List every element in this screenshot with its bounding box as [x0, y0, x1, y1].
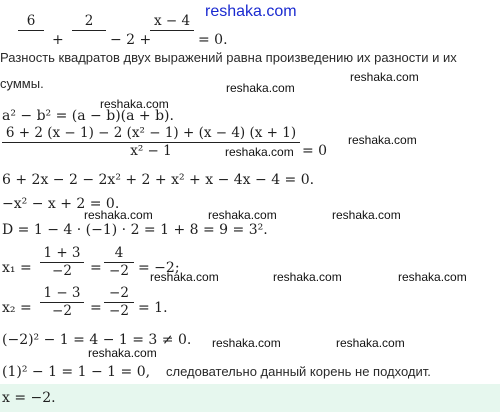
fraction-6 [18, 14, 44, 32]
x2-label: x₂ = [2, 300, 32, 316]
watermark: reshaka.com [336, 336, 405, 350]
x1-equals: = [90, 260, 102, 276]
minus-two: − 2 + [110, 32, 152, 48]
explanation-line-a: Разность квадратов двух выражений равна произведению их разности и их [0, 50, 457, 65]
big-fraction-rhs: = 0 [302, 143, 328, 159]
fraction-bar [18, 30, 44, 31]
fraction-numerator: 1 + 3 [43, 245, 81, 261]
fraction-numerator: x − 4 [153, 13, 191, 29]
fraction-numerator: 6 [26, 13, 36, 29]
x1-fraction-2 [104, 246, 134, 279]
equals-zero: = 0. [198, 32, 228, 48]
fraction-x-minus-4 [150, 14, 194, 32]
watermark: reshaka.com [84, 208, 153, 222]
x2-result: = 1. [138, 300, 168, 316]
x1-result: = −2; [138, 260, 180, 276]
x2-equals: = [90, 300, 102, 316]
fraction-denominator: −2 [52, 303, 72, 319]
fraction-numerator: 1 − 3 [43, 285, 81, 301]
check-root-2-text: следовательно данный корень не подходит. [166, 364, 431, 379]
check-root-2: (1)² − 1 = 1 − 1 = 0, [2, 364, 151, 380]
watermark: reshaka.com [273, 270, 342, 284]
watermark: reshaka.com [226, 81, 295, 95]
explanation-line-b: суммы. [0, 76, 44, 91]
watermark: reshaka.com [208, 208, 277, 222]
fraction-denominator: −2 [109, 303, 129, 319]
big-fraction-numerator: 6 + 2 (x − 1) − 2 (x² − 1) + (x − 4) (x + 1) [5, 125, 297, 141]
watermark: reshaka.com [212, 336, 281, 350]
expanded-equation: 6 + 2x − 2 − 2x² + 2 + x² + x − 4x − 4 = 0. [2, 172, 315, 188]
check-root-1: (−2)² − 1 = 4 − 1 = 3 ≠ 0. [2, 332, 192, 348]
x2-fraction-2 [104, 286, 134, 319]
watermark: reshaka.com [398, 270, 467, 284]
watermark: reshaka.com [332, 208, 401, 222]
watermark: reshaka.com [88, 346, 157, 360]
x2-fraction-1 [40, 286, 84, 319]
fraction-denominator: −2 [109, 263, 129, 279]
watermark: reshaka.com [150, 270, 219, 284]
x1-label: x₁ = [2, 260, 32, 276]
difference-of-squares: a² − b² = (a − b)(a + b). [2, 108, 174, 124]
fraction-bar [150, 30, 194, 31]
plus-sign: + [52, 32, 64, 48]
watermark: reshaka.com [348, 133, 417, 147]
discriminant: D = 1 − 4 · (−1) · 2 = 1 + 8 = 9 = 3². [2, 222, 268, 238]
watermark-top: reshaka.com [205, 3, 297, 20]
fraction-numerator: −2 [109, 285, 129, 301]
x1-fraction-1 [40, 246, 84, 279]
watermark: reshaka.com [100, 97, 169, 111]
quadratic-equation: −x² − x + 2 = 0. [2, 196, 120, 212]
fraction-numerator: 4 [114, 245, 124, 261]
fraction-numerator: 2 [84, 13, 94, 29]
fraction-bar [72, 30, 106, 31]
watermark: reshaka.com [350, 70, 419, 84]
watermark: reshaka.com [225, 145, 294, 159]
fraction-2 [72, 14, 106, 32]
answer-highlight [0, 384, 500, 412]
fraction-denominator: −2 [52, 263, 72, 279]
answer: x = −2. [2, 390, 56, 406]
big-fraction-denominator: x² − 1 [130, 143, 172, 159]
